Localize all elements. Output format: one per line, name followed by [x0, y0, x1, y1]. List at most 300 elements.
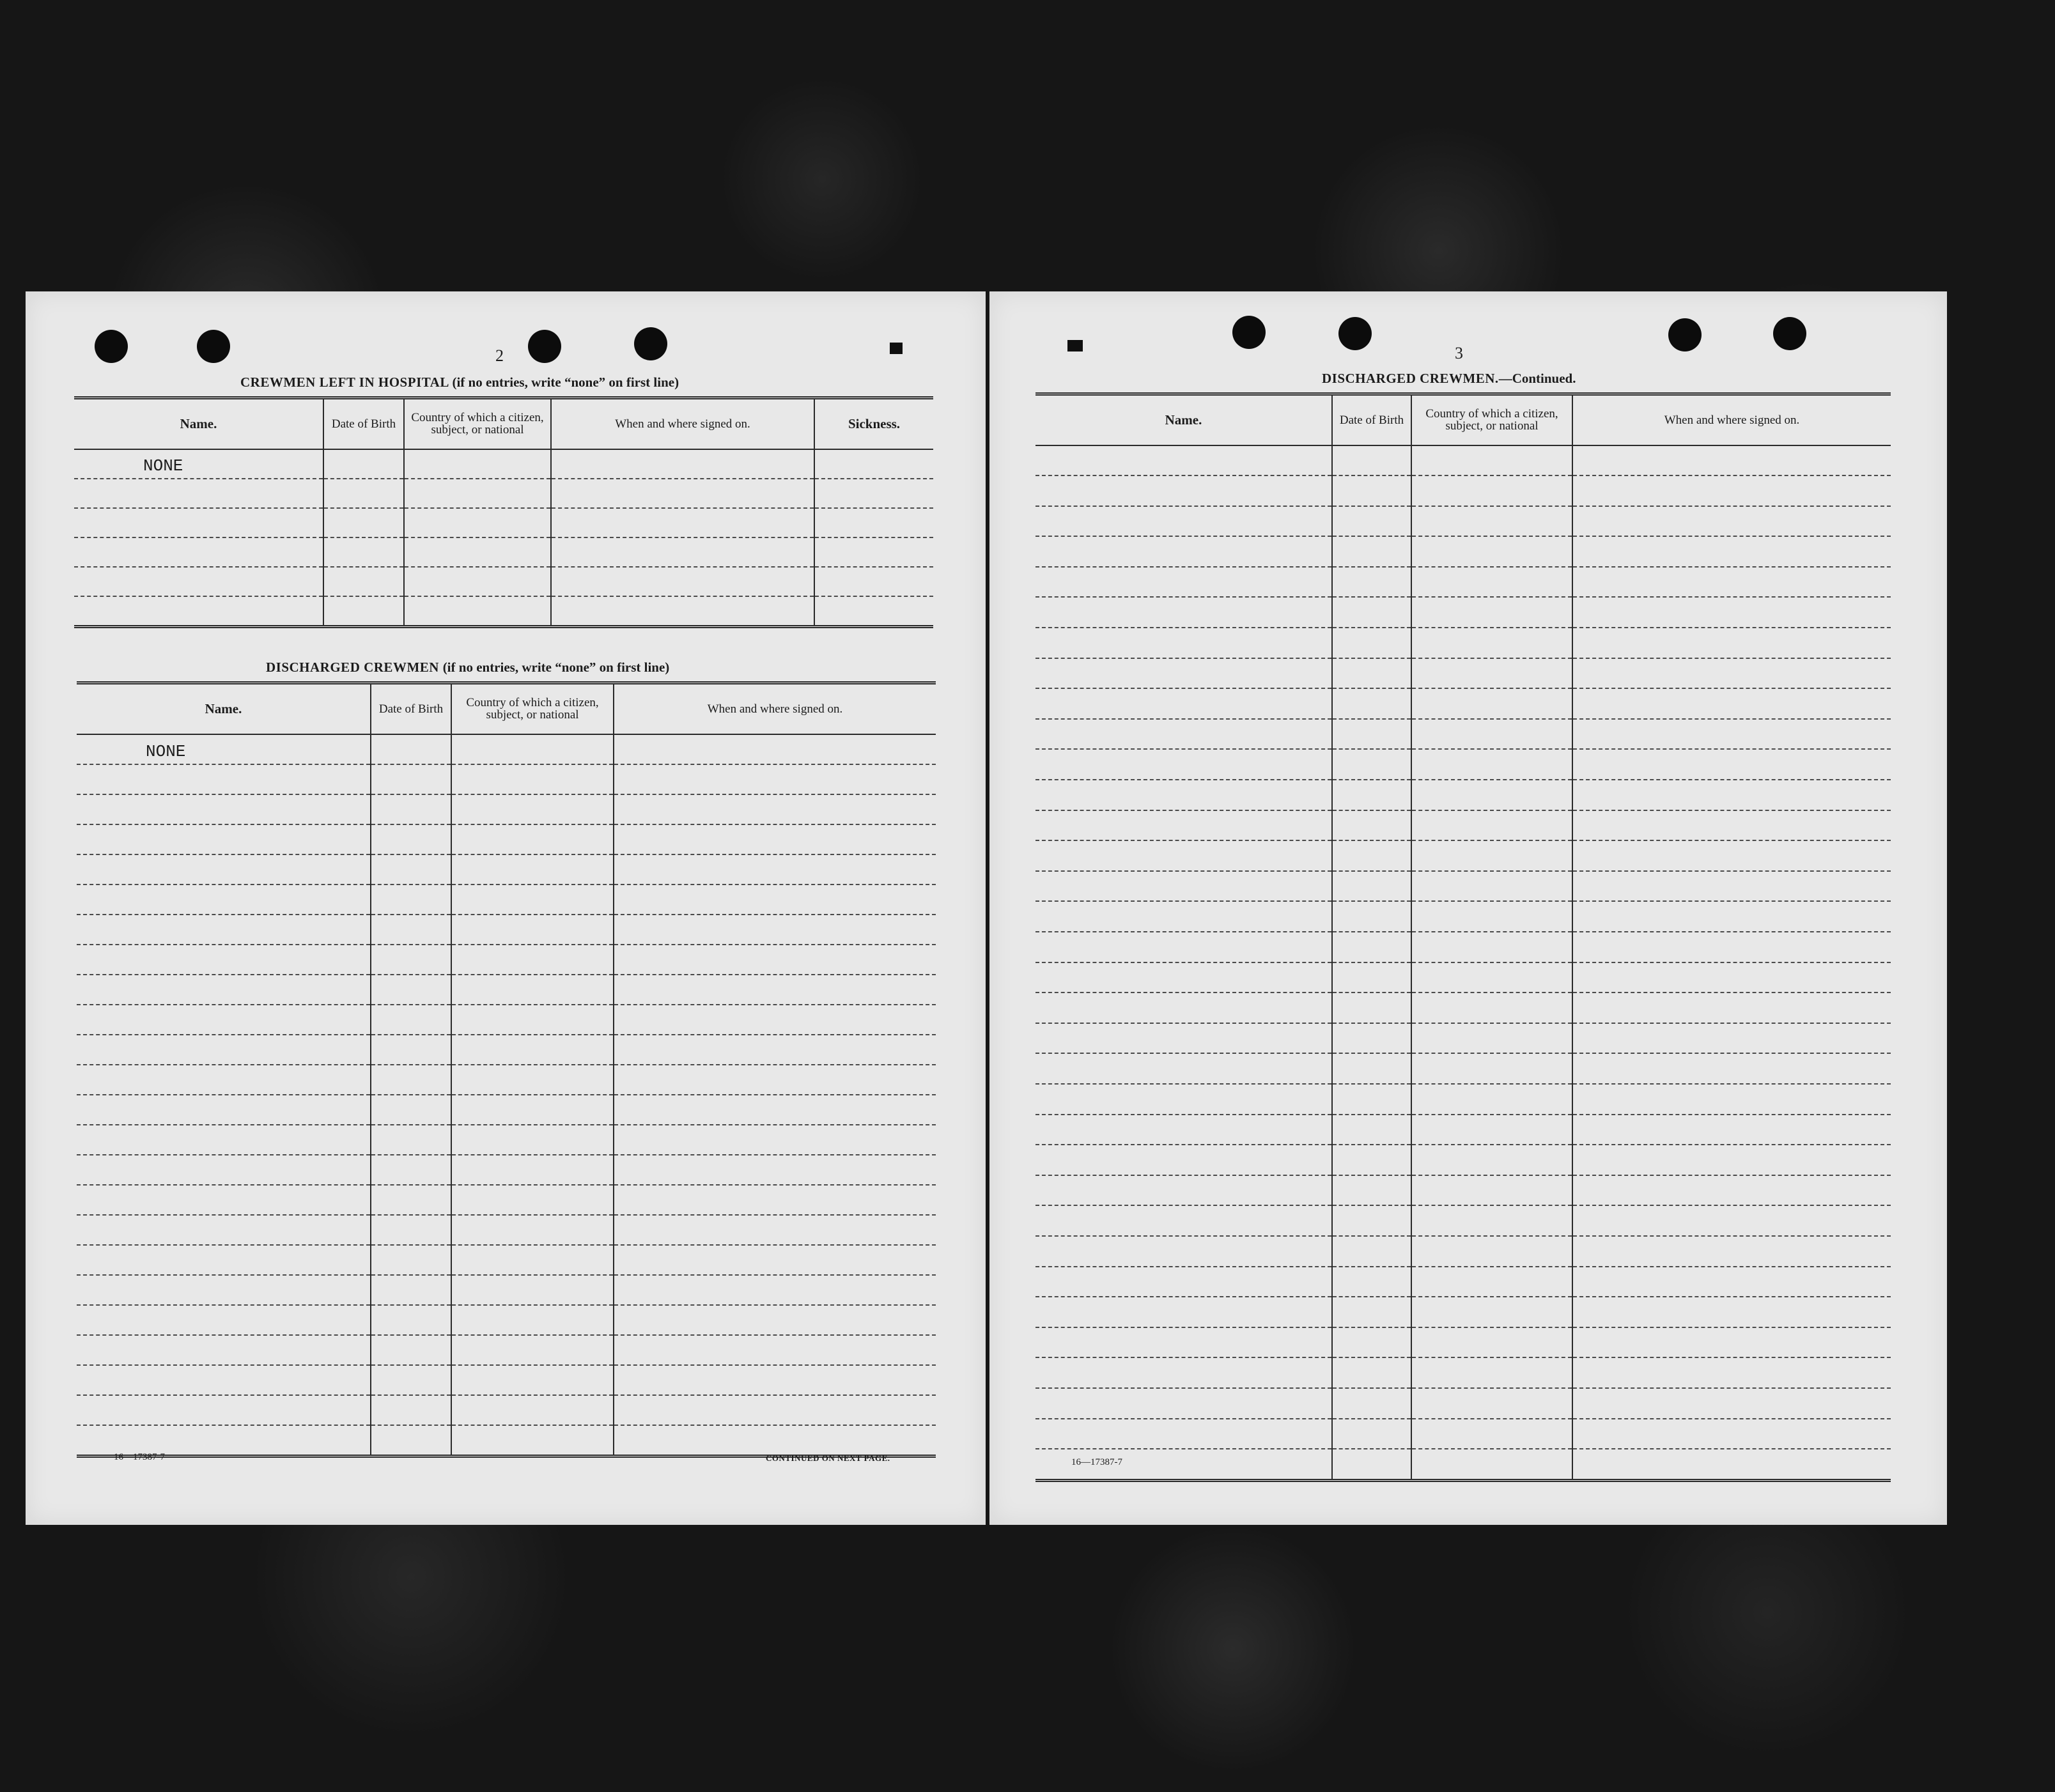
- entry-field-name[interactable]: [74, 567, 323, 596]
- entry-field-name[interactable]: [77, 1245, 371, 1275]
- entry-field-country-of-which-a-citizen-subject-or-national[interactable]: [451, 1395, 614, 1425]
- entry-field-when-and-where-signed-on[interactable]: [1572, 993, 1891, 1023]
- entry-field-country-of-which-a-citizen-subject-or-national[interactable]: [451, 1275, 614, 1305]
- entry-field-date-of-birth[interactable]: [1332, 475, 1411, 506]
- entry-field-country-of-which-a-citizen-subject-or-national[interactable]: [1411, 445, 1572, 476]
- entry-field-country-of-which-a-citizen-subject-or-national[interactable]: [1411, 475, 1572, 506]
- entry-field-date-of-birth[interactable]: [1332, 1388, 1411, 1419]
- punch-hole: [634, 327, 667, 360]
- entry-field-when-and-where-signed-on[interactable]: [614, 1095, 936, 1125]
- entry-field-name[interactable]: [77, 1335, 371, 1365]
- entry-field-when-and-where-signed-on[interactable]: [1572, 871, 1891, 902]
- entry-field-country-of-which-a-citizen-subject-or-national[interactable]: [1411, 1115, 1572, 1145]
- entry-field-country-of-which-a-citizen-subject-or-national[interactable]: [1411, 719, 1572, 750]
- entry-field-date-of-birth[interactable]: [1332, 506, 1411, 537]
- entry-field-country-of-which-a-citizen-subject-or-national[interactable]: [451, 884, 614, 915]
- entry-field-name[interactable]: [77, 1305, 371, 1335]
- entry-field-sickness[interactable]: [814, 449, 933, 479]
- entry-field-when-and-where-signed-on[interactable]: [1572, 445, 1891, 476]
- entry-field-when-and-where-signed-on[interactable]: [614, 734, 936, 764]
- entry-field-name[interactable]: [1035, 1236, 1332, 1267]
- entry-field-when-and-where-signed-on[interactable]: [1572, 1236, 1891, 1267]
- entry-field-when-and-where-signed-on[interactable]: [614, 884, 936, 915]
- entry-field-when-and-where-signed-on[interactable]: [1572, 628, 1891, 658]
- entry-field-when-and-where-signed-on[interactable]: [614, 854, 936, 884]
- entry-field-country-of-which-a-citizen-subject-or-national[interactable]: [1411, 840, 1572, 871]
- entry-field-when-and-where-signed-on[interactable]: [614, 1155, 936, 1185]
- entry-field-name[interactable]: [1035, 1388, 1332, 1419]
- entry-field-country-of-which-a-citizen-subject-or-national[interactable]: [1411, 567, 1572, 598]
- entry-field-when-and-where-signed-on[interactable]: [1572, 1175, 1891, 1206]
- entry-field-date-of-birth[interactable]: [323, 567, 404, 596]
- table-row: [1035, 1023, 1891, 1054]
- entry-field-country-of-which-a-citizen-subject-or-national[interactable]: [404, 508, 551, 537]
- entry-field-country-of-which-a-citizen-subject-or-national[interactable]: [1411, 1388, 1572, 1419]
- table-row: [77, 1305, 936, 1335]
- entry-field-date-of-birth[interactable]: [1332, 658, 1411, 689]
- entry-field-when-and-where-signed-on[interactable]: [1572, 597, 1891, 628]
- entry-field-name[interactable]: [77, 1095, 371, 1125]
- entry-field-name[interactable]: [74, 596, 323, 627]
- table-row: [1035, 658, 1891, 689]
- entry-field-date-of-birth[interactable]: [1332, 597, 1411, 628]
- entry-field-date-of-birth[interactable]: [1332, 536, 1411, 567]
- entry-field-date-of-birth[interactable]: [371, 975, 451, 1005]
- entry-field-name[interactable]: [77, 824, 371, 854]
- entry-field-when-and-where-signed-on[interactable]: [1572, 840, 1891, 871]
- entry-field-when-and-where-signed-on[interactable]: [614, 915, 936, 945]
- entry-field-name[interactable]: [1035, 932, 1332, 962]
- entry-field-date-of-birth[interactable]: [1332, 1115, 1411, 1145]
- entry-field-when-and-where-signed-on[interactable]: [1572, 719, 1891, 750]
- entry-field-when-and-where-signed-on[interactable]: [614, 824, 936, 854]
- entry-field-date-of-birth[interactable]: [371, 1155, 451, 1185]
- entry-field-when-and-where-signed-on[interactable]: [551, 537, 814, 567]
- entry-field-date-of-birth[interactable]: [371, 1335, 451, 1365]
- handwritten-entry: NONE: [143, 456, 183, 475]
- entry-field-name[interactable]: [74, 449, 323, 479]
- column-header-name: Name.: [74, 398, 323, 449]
- entry-field-date-of-birth[interactable]: [1332, 1267, 1411, 1297]
- entry-field-date-of-birth[interactable]: [1332, 628, 1411, 658]
- column-header-country-of-which-a-citizen-subject-or-national: Country of which a citizen, subject, or national: [1411, 394, 1572, 445]
- entry-field-country-of-which-a-citizen-subject-or-national[interactable]: [451, 1005, 614, 1035]
- entry-field-date-of-birth[interactable]: [1332, 1053, 1411, 1084]
- entry-field-when-and-where-signed-on[interactable]: [1572, 1419, 1891, 1449]
- entry-field-name[interactable]: [1035, 1145, 1332, 1175]
- entry-field-name[interactable]: [77, 1035, 371, 1065]
- entry-field-date-of-birth[interactable]: [371, 764, 451, 794]
- entry-field-name[interactable]: [1035, 536, 1332, 567]
- entry-field-date-of-birth[interactable]: [1332, 1175, 1411, 1206]
- entry-field-country-of-which-a-citizen-subject-or-national[interactable]: [451, 915, 614, 945]
- entry-field-date-of-birth[interactable]: [371, 824, 451, 854]
- entry-field-date-of-birth[interactable]: [371, 1005, 451, 1035]
- entry-field-country-of-which-a-citizen-subject-or-national[interactable]: [1411, 1327, 1572, 1358]
- entry-field-country-of-which-a-citizen-subject-or-national[interactable]: [1411, 810, 1572, 841]
- entry-field-country-of-which-a-citizen-subject-or-national[interactable]: [1411, 1023, 1572, 1054]
- entry-field-name[interactable]: [1035, 597, 1332, 628]
- table-row: [77, 1185, 936, 1215]
- entry-field-when-and-where-signed-on[interactable]: [614, 1305, 936, 1335]
- entry-field-sickness[interactable]: [814, 537, 933, 567]
- entry-field-name[interactable]: [77, 794, 371, 824]
- table-row: [1035, 628, 1891, 658]
- entry-field-when-and-where-signed-on[interactable]: [614, 1335, 936, 1365]
- entry-field-name[interactable]: [77, 854, 371, 884]
- entry-field-country-of-which-a-citizen-subject-or-national[interactable]: [1411, 932, 1572, 962]
- entry-field-name[interactable]: [74, 537, 323, 567]
- entry-field-country-of-which-a-citizen-subject-or-national[interactable]: [1411, 1449, 1572, 1480]
- table-row: [1035, 871, 1891, 902]
- entry-field-name[interactable]: [77, 1275, 371, 1305]
- entry-field-name[interactable]: [77, 734, 371, 764]
- entry-field-country-of-which-a-citizen-subject-or-national[interactable]: [1411, 780, 1572, 810]
- entry-field-sickness[interactable]: [814, 479, 933, 508]
- entry-field-when-and-where-signed-on[interactable]: [551, 479, 814, 508]
- entry-field-country-of-which-a-citizen-subject-or-national[interactable]: [1411, 506, 1572, 537]
- table-row: [1035, 536, 1891, 567]
- entry-field-name[interactable]: [74, 508, 323, 537]
- entry-field-country-of-which-a-citizen-subject-or-national[interactable]: [451, 1365, 614, 1395]
- entry-field-date-of-birth[interactable]: [1332, 780, 1411, 810]
- entry-field-when-and-where-signed-on[interactable]: [1572, 1053, 1891, 1084]
- entry-field-country-of-which-a-citizen-subject-or-national[interactable]: [1411, 658, 1572, 689]
- entry-field-name[interactable]: [1035, 810, 1332, 841]
- entry-field-sickness[interactable]: [814, 508, 933, 537]
- entry-field-name[interactable]: [1035, 780, 1332, 810]
- entry-field-when-and-where-signed-on[interactable]: [1572, 780, 1891, 810]
- entry-field-name[interactable]: [77, 1185, 371, 1215]
- entry-field-country-of-which-a-citizen-subject-or-national[interactable]: [1411, 1145, 1572, 1175]
- entry-field-date-of-birth[interactable]: [1332, 871, 1411, 902]
- entry-field-country-of-which-a-citizen-subject-or-national[interactable]: [404, 449, 551, 479]
- entry-field-date-of-birth[interactable]: [371, 1305, 451, 1335]
- entry-field-date-of-birth[interactable]: [371, 1035, 451, 1065]
- entry-field-date-of-birth[interactable]: [371, 915, 451, 945]
- entry-field-when-and-where-signed-on[interactable]: [1572, 1084, 1891, 1115]
- table-row: [1035, 1053, 1891, 1084]
- entry-field-when-and-where-signed-on[interactable]: [1572, 1449, 1891, 1480]
- entry-field-when-and-where-signed-on[interactable]: [1572, 1023, 1891, 1054]
- entry-field-name[interactable]: [1035, 1053, 1332, 1084]
- entry-field-when-and-where-signed-on[interactable]: [551, 449, 814, 479]
- entry-field-date-of-birth[interactable]: [1332, 719, 1411, 750]
- table-row: [77, 1155, 936, 1185]
- entry-field-when-and-where-signed-on[interactable]: [1572, 901, 1891, 932]
- entry-field-when-and-where-signed-on[interactable]: [1572, 1327, 1891, 1358]
- entry-field-when-and-where-signed-on[interactable]: [1572, 1205, 1891, 1236]
- entry-field-country-of-which-a-citizen-subject-or-national[interactable]: [451, 1425, 614, 1456]
- entry-field-date-of-birth[interactable]: [1332, 1205, 1411, 1236]
- entry-field-date-of-birth[interactable]: [371, 1425, 451, 1456]
- entry-field-name[interactable]: [1035, 1023, 1332, 1054]
- column-header-name: Name.: [1035, 394, 1332, 445]
- entry-field-when-and-where-signed-on[interactable]: [1572, 1388, 1891, 1419]
- entry-field-when-and-where-signed-on[interactable]: [614, 1395, 936, 1425]
- form-code: 16—17387-7: [114, 1452, 165, 1462]
- entry-field-name[interactable]: [77, 764, 371, 794]
- entry-field-country-of-which-a-citizen-subject-or-national[interactable]: [1411, 1236, 1572, 1267]
- entry-field-name[interactable]: [77, 884, 371, 915]
- entry-field-date-of-birth[interactable]: [371, 1125, 451, 1155]
- entry-field-name[interactable]: [1035, 993, 1332, 1023]
- entry-field-country-of-which-a-citizen-subject-or-national[interactable]: [451, 794, 614, 824]
- entry-field-country-of-which-a-citizen-subject-or-national[interactable]: [1411, 871, 1572, 902]
- entry-field-when-and-where-signed-on[interactable]: [551, 508, 814, 537]
- entry-field-country-of-which-a-citizen-subject-or-national[interactable]: [1411, 688, 1572, 719]
- entry-field-when-and-where-signed-on[interactable]: [614, 1035, 936, 1065]
- entry-field-date-of-birth[interactable]: [1332, 810, 1411, 841]
- table-row: [1035, 506, 1891, 537]
- discharged-continued-table: [1035, 392, 1891, 1482]
- entry-field-country-of-which-a-citizen-subject-or-national[interactable]: [1411, 901, 1572, 932]
- entry-field-country-of-which-a-citizen-subject-or-national[interactable]: [451, 1335, 614, 1365]
- entry-field-country-of-which-a-citizen-subject-or-national[interactable]: [404, 479, 551, 508]
- entry-field-when-and-where-signed-on[interactable]: [614, 1065, 936, 1095]
- entry-field-country-of-which-a-citizen-subject-or-national[interactable]: [451, 1245, 614, 1275]
- entry-field-date-of-birth[interactable]: [371, 1095, 451, 1125]
- entry-field-country-of-which-a-citizen-subject-or-national[interactable]: [404, 596, 551, 627]
- entry-field-name[interactable]: [1035, 688, 1332, 719]
- entry-field-country-of-which-a-citizen-subject-or-national[interactable]: [1411, 1053, 1572, 1084]
- entry-field-name[interactable]: [77, 1125, 371, 1155]
- entry-field-country-of-which-a-citizen-subject-or-national[interactable]: [451, 734, 614, 764]
- entry-field-name[interactable]: [1035, 658, 1332, 689]
- entry-field-when-and-where-signed-on[interactable]: [1572, 749, 1891, 780]
- entry-field-date-of-birth[interactable]: [371, 734, 451, 764]
- entry-field-date-of-birth[interactable]: [1332, 1419, 1411, 1449]
- entry-field-date-of-birth[interactable]: [1332, 567, 1411, 598]
- entry-field-date-of-birth[interactable]: [1332, 962, 1411, 993]
- entry-field-country-of-which-a-citizen-subject-or-national[interactable]: [451, 854, 614, 884]
- entry-field-name[interactable]: [77, 1215, 371, 1245]
- table-row: [74, 508, 933, 537]
- entry-field-date-of-birth[interactable]: [1332, 932, 1411, 962]
- entry-field-date-of-birth[interactable]: [371, 1185, 451, 1215]
- entry-field-when-and-where-signed-on[interactable]: [1572, 1267, 1891, 1297]
- table-row: [1035, 567, 1891, 598]
- entry-field-name[interactable]: [74, 479, 323, 508]
- entry-field-country-of-which-a-citizen-subject-or-national[interactable]: [451, 975, 614, 1005]
- entry-field-date-of-birth[interactable]: [1332, 1236, 1411, 1267]
- entry-field-country-of-which-a-citizen-subject-or-national[interactable]: [1411, 1297, 1572, 1327]
- entry-field-when-and-where-signed-on[interactable]: [1572, 1297, 1891, 1327]
- entry-field-name[interactable]: [77, 975, 371, 1005]
- page-number: 2: [495, 346, 504, 365]
- entry-field-when-and-where-signed-on[interactable]: [1572, 962, 1891, 993]
- table-row: [1035, 1449, 1891, 1480]
- entry-field-when-and-where-signed-on[interactable]: [551, 567, 814, 596]
- table-row: [77, 1035, 936, 1065]
- entry-field-country-of-which-a-citizen-subject-or-national[interactable]: [404, 567, 551, 596]
- entry-field-sickness[interactable]: [814, 596, 933, 627]
- entry-field-when-and-where-signed-on[interactable]: [1572, 810, 1891, 841]
- table-row: [77, 1425, 936, 1456]
- entry-field-country-of-which-a-citizen-subject-or-national[interactable]: [451, 1155, 614, 1185]
- table-row: [77, 1335, 936, 1365]
- entry-field-date-of-birth[interactable]: [1332, 840, 1411, 871]
- table-row: [77, 1245, 936, 1275]
- entry-field-name[interactable]: [77, 1425, 371, 1456]
- entry-field-when-and-where-signed-on[interactable]: [614, 1245, 936, 1275]
- entry-field-name[interactable]: [1035, 1297, 1332, 1327]
- entry-field-name[interactable]: [1035, 475, 1332, 506]
- entry-field-date-of-birth[interactable]: [1332, 688, 1411, 719]
- column-header-date-of-birth: Date of Birth: [1332, 394, 1411, 445]
- entry-field-when-and-where-signed-on[interactable]: [614, 794, 936, 824]
- entry-field-date-of-birth[interactable]: [371, 794, 451, 824]
- entry-field-date-of-birth[interactable]: [371, 884, 451, 915]
- entry-field-country-of-which-a-citizen-subject-or-national[interactable]: [1411, 597, 1572, 628]
- entry-field-name[interactable]: [1035, 445, 1332, 476]
- entry-field-country-of-which-a-citizen-subject-or-national[interactable]: [1411, 1267, 1572, 1297]
- entry-field-when-and-where-signed-on[interactable]: [1572, 1115, 1891, 1145]
- entry-field-country-of-which-a-citizen-subject-or-national[interactable]: [404, 537, 551, 567]
- entry-field-when-and-where-signed-on[interactable]: [614, 1005, 936, 1035]
- entry-field-name[interactable]: [77, 945, 371, 975]
- entry-field-date-of-birth[interactable]: [1332, 1449, 1411, 1480]
- entry-field-name[interactable]: [1035, 506, 1332, 537]
- entry-field-name[interactable]: [1035, 840, 1332, 871]
- entry-field-name[interactable]: [77, 1005, 371, 1035]
- entry-field-sickness[interactable]: [814, 567, 933, 596]
- table-row: [77, 854, 936, 884]
- entry-field-date-of-birth[interactable]: [371, 1275, 451, 1305]
- entry-field-name[interactable]: [1035, 962, 1332, 993]
- entry-field-date-of-birth[interactable]: [1332, 993, 1411, 1023]
- entry-field-when-and-where-signed-on[interactable]: [614, 1365, 936, 1395]
- entry-field-name[interactable]: [1035, 749, 1332, 780]
- entry-field-date-of-birth[interactable]: [1332, 1297, 1411, 1327]
- entry-field-date-of-birth[interactable]: [371, 1395, 451, 1425]
- entry-field-country-of-which-a-citizen-subject-or-national[interactable]: [1411, 993, 1572, 1023]
- entry-field-name[interactable]: [77, 915, 371, 945]
- entry-field-date-of-birth[interactable]: [323, 508, 404, 537]
- table-row: [1035, 1205, 1891, 1236]
- entry-field-when-and-where-signed-on[interactable]: [1572, 688, 1891, 719]
- table-row: [77, 1275, 936, 1305]
- entry-field-country-of-which-a-citizen-subject-or-national[interactable]: [1411, 536, 1572, 567]
- entry-field-country-of-which-a-citizen-subject-or-national[interactable]: [1411, 1357, 1572, 1388]
- entry-field-name[interactable]: [1035, 901, 1332, 932]
- entry-field-country-of-which-a-citizen-subject-or-national[interactable]: [451, 1185, 614, 1215]
- entry-field-name[interactable]: [77, 1155, 371, 1185]
- entry-field-date-of-birth[interactable]: [371, 1365, 451, 1395]
- entry-field-when-and-where-signed-on[interactable]: [551, 596, 814, 627]
- entry-field-date-of-birth[interactable]: [323, 479, 404, 508]
- entry-field-country-of-which-a-citizen-subject-or-national[interactable]: [451, 1095, 614, 1125]
- entry-field-name[interactable]: [1035, 1115, 1332, 1145]
- entry-field-when-and-where-signed-on[interactable]: [614, 1425, 936, 1456]
- entry-field-when-and-where-signed-on[interactable]: [614, 764, 936, 794]
- entry-field-when-and-where-signed-on[interactable]: [614, 945, 936, 975]
- entry-field-when-and-where-signed-on[interactable]: [614, 975, 936, 1005]
- entry-field-when-and-where-signed-on[interactable]: [1572, 506, 1891, 537]
- entry-field-name[interactable]: [1035, 1327, 1332, 1358]
- entry-field-when-and-where-signed-on[interactable]: [1572, 658, 1891, 689]
- entry-field-country-of-which-a-citizen-subject-or-national[interactable]: [1411, 1175, 1572, 1206]
- entry-field-name[interactable]: [1035, 1175, 1332, 1206]
- entry-field-country-of-which-a-citizen-subject-or-national[interactable]: [451, 1035, 614, 1065]
- ink-blot: [890, 343, 903, 354]
- entry-field-name[interactable]: [1035, 871, 1332, 902]
- entry-field-date-of-birth[interactable]: [1332, 1023, 1411, 1054]
- entry-field-date-of-birth[interactable]: [323, 537, 404, 567]
- punch-hole: [528, 330, 561, 363]
- entry-field-name[interactable]: [1035, 1267, 1332, 1297]
- table-row: [1035, 1388, 1891, 1419]
- entry-field-date-of-birth[interactable]: [371, 1065, 451, 1095]
- entry-field-date-of-birth[interactable]: [1332, 1145, 1411, 1175]
- table-row: [77, 915, 936, 945]
- entry-field-when-and-where-signed-on[interactable]: [1572, 1357, 1891, 1388]
- entry-field-name[interactable]: [1035, 567, 1332, 598]
- entry-field-when-and-where-signed-on[interactable]: [1572, 475, 1891, 506]
- entry-field-country-of-which-a-citizen-subject-or-national[interactable]: [451, 945, 614, 975]
- entry-field-date-of-birth[interactable]: [371, 945, 451, 975]
- entry-field-date-of-birth[interactable]: [371, 1215, 451, 1245]
- entry-field-country-of-which-a-citizen-subject-or-national[interactable]: [1411, 962, 1572, 993]
- entry-field-country-of-which-a-citizen-subject-or-national[interactable]: [451, 1305, 614, 1335]
- entry-field-date-of-birth[interactable]: [371, 1245, 451, 1275]
- entry-field-country-of-which-a-citizen-subject-or-national[interactable]: [1411, 749, 1572, 780]
- entry-field-date-of-birth[interactable]: [323, 449, 404, 479]
- entry-field-name[interactable]: [1035, 1205, 1332, 1236]
- entry-field-when-and-where-signed-on[interactable]: [614, 1215, 936, 1245]
- entry-field-date-of-birth[interactable]: [1332, 749, 1411, 780]
- entry-field-name[interactable]: [77, 1365, 371, 1395]
- entry-field-name[interactable]: [1035, 1084, 1332, 1115]
- entry-field-when-and-where-signed-on[interactable]: [1572, 1145, 1891, 1175]
- entry-field-name[interactable]: [1035, 628, 1332, 658]
- entry-field-when-and-where-signed-on[interactable]: [614, 1185, 936, 1215]
- table-row: [1035, 932, 1891, 962]
- entry-field-country-of-which-a-citizen-subject-or-national[interactable]: [451, 764, 614, 794]
- entry-field-date-of-birth[interactable]: [1332, 901, 1411, 932]
- entry-field-name[interactable]: [1035, 1357, 1332, 1388]
- entry-field-name[interactable]: [77, 1065, 371, 1095]
- entry-field-country-of-which-a-citizen-subject-or-national[interactable]: [451, 824, 614, 854]
- entry-field-country-of-which-a-citizen-subject-or-national[interactable]: [1411, 628, 1572, 658]
- entry-field-date-of-birth[interactable]: [323, 596, 404, 627]
- table-row: [1035, 1236, 1891, 1267]
- entry-field-name[interactable]: [77, 1395, 371, 1425]
- entry-field-date-of-birth[interactable]: [1332, 1357, 1411, 1388]
- entry-field-when-and-where-signed-on[interactable]: [1572, 536, 1891, 567]
- entry-field-when-and-where-signed-on[interactable]: [1572, 567, 1891, 598]
- column-header-date-of-birth: Date of Birth: [323, 398, 404, 449]
- entry-field-country-of-which-a-citizen-subject-or-national[interactable]: [451, 1215, 614, 1245]
- column-header-country-of-which-a-citizen-subject-or-national: Country of which a citizen, subject, or national: [404, 398, 551, 449]
- entry-field-country-of-which-a-citizen-subject-or-national[interactable]: [451, 1065, 614, 1095]
- entry-field-date-of-birth[interactable]: [1332, 1084, 1411, 1115]
- entry-field-country-of-which-a-citizen-subject-or-national[interactable]: [451, 1125, 614, 1155]
- entry-field-country-of-which-a-citizen-subject-or-national[interactable]: [1411, 1419, 1572, 1449]
- entry-field-date-of-birth[interactable]: [1332, 1327, 1411, 1358]
- table-row: [74, 567, 933, 596]
- table-row: [1035, 688, 1891, 719]
- entry-field-when-and-where-signed-on[interactable]: [1572, 932, 1891, 962]
- entry-field-date-of-birth[interactable]: [1332, 445, 1411, 476]
- entry-field-when-and-where-signed-on[interactable]: [614, 1125, 936, 1155]
- entry-field-when-and-where-signed-on[interactable]: [614, 1275, 936, 1305]
- entry-field-country-of-which-a-citizen-subject-or-national[interactable]: [1411, 1205, 1572, 1236]
- entry-field-name[interactable]: [1035, 719, 1332, 750]
- entry-field-date-of-birth[interactable]: [371, 854, 451, 884]
- entry-field-name[interactable]: [1035, 1419, 1332, 1449]
- entry-field-country-of-which-a-citizen-subject-or-national[interactable]: [1411, 1084, 1572, 1115]
